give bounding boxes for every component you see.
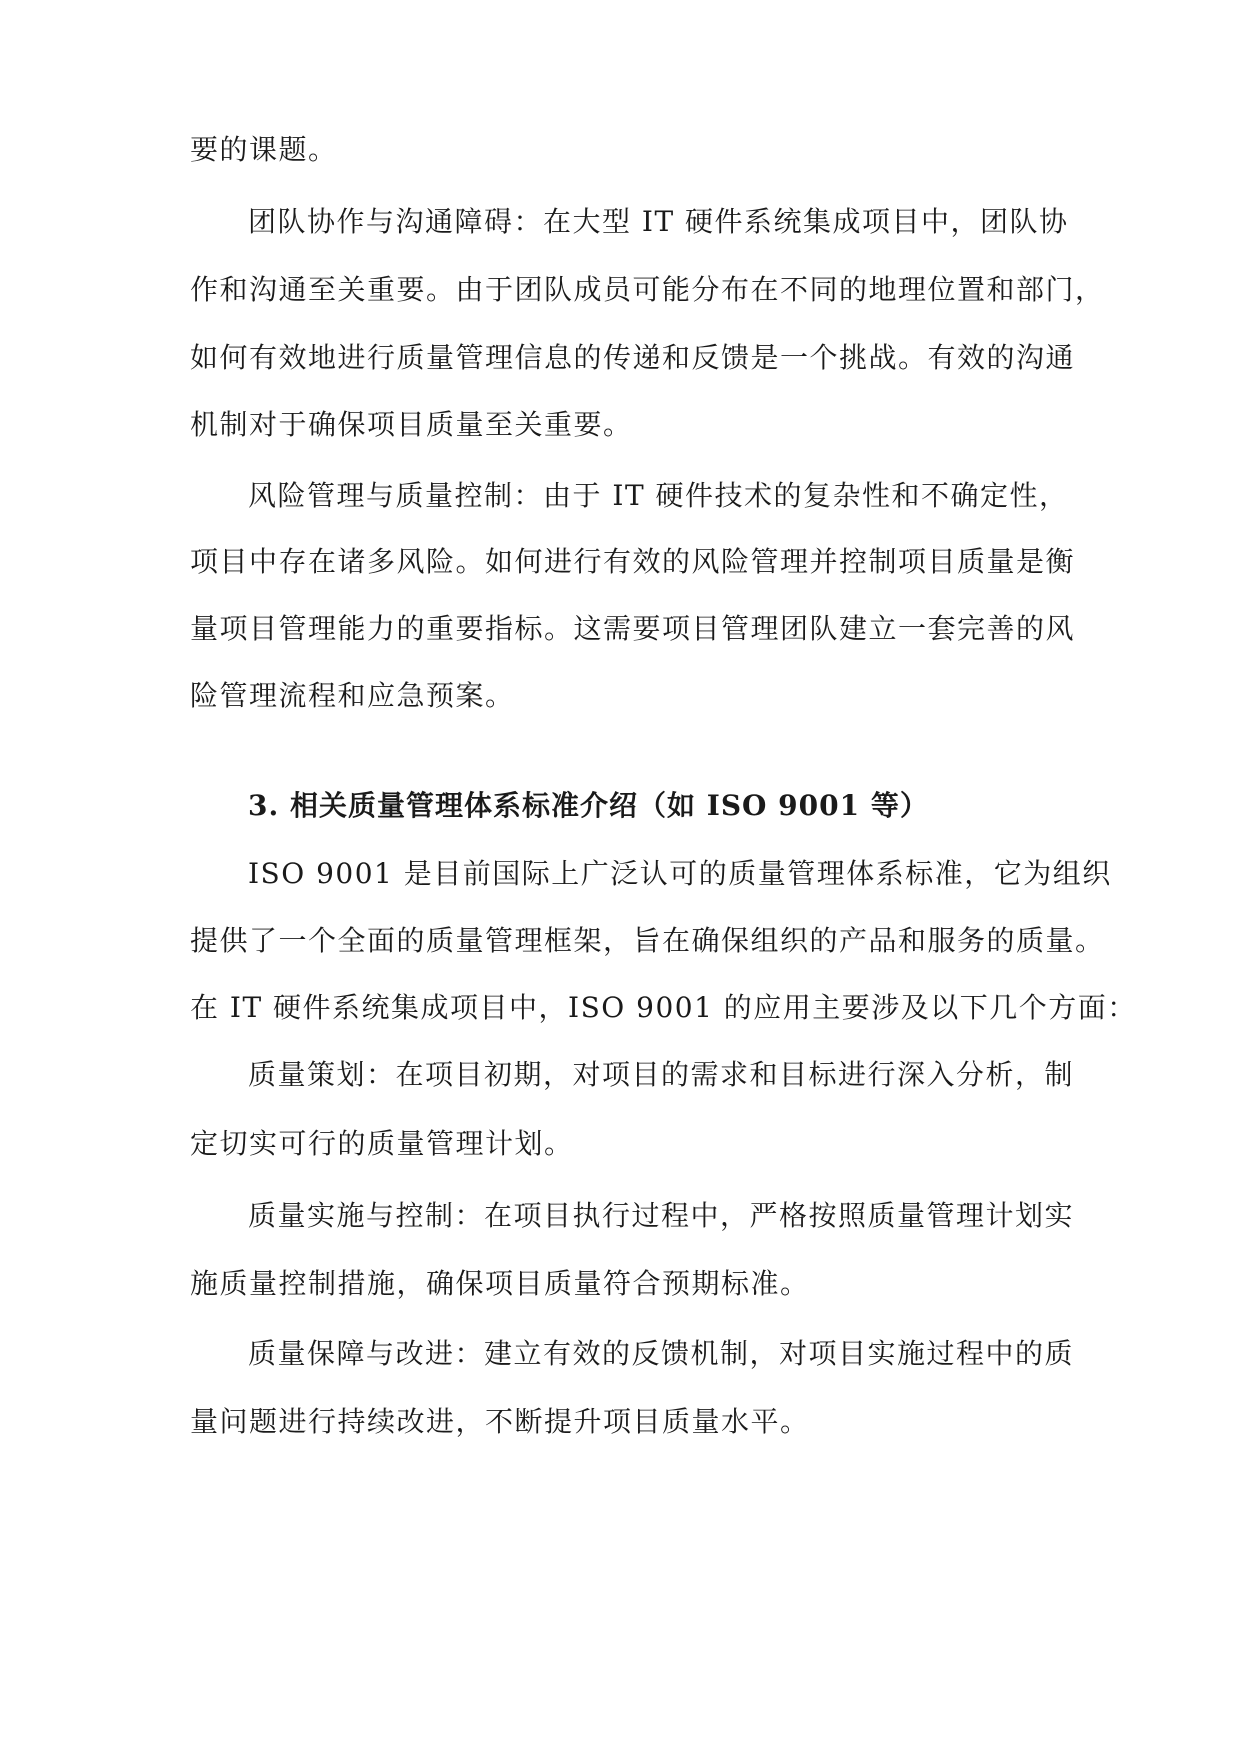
paragraph-line: 质量保障与改进：建立有效的反馈机制，对项目实施过程中的质 [248, 1337, 1075, 1370]
paragraph-line: 团队协作与沟通障碍：在大型 IT 硬件系统集成项目中，团队协 [248, 205, 1069, 238]
paragraph-line: ISO 9001 是目前国际上广泛认可的质量管理体系标准，它为组织 [248, 857, 1112, 890]
paragraph-line: 质量实施与控制：在项目执行过程中，严格按照质量管理计划实 [248, 1199, 1075, 1232]
paragraph-line: 如何有效地进行质量管理信息的传递和反馈是一个挑战。有效的沟通 [190, 341, 1076, 374]
paragraph-line: 提供了一个全面的质量管理框架，旨在确保组织的产品和服务的质量。 [190, 924, 1105, 957]
paragraph-line: 要的课题。 [190, 133, 338, 166]
paragraph-line: 在 IT 硬件系统集成项目中，ISO 9001 的应用主要涉及以下几个方面： [190, 991, 1137, 1024]
paragraph-line: 机制对于确保项目质量至关重要。 [190, 408, 633, 441]
paragraph-line: 施质量控制措施，确保项目质量符合预期标准。 [190, 1267, 810, 1300]
paragraph-line: 险管理流程和应急预案。 [190, 679, 515, 712]
paragraph-line: 质量策划：在项目初期，对项目的需求和目标进行深入分析，制 [248, 1058, 1075, 1091]
paragraph-line: 定切实可行的质量管理计划。 [190, 1127, 574, 1160]
paragraph-line: 项目中存在诸多风险。如何进行有效的风险管理并控制项目质量是衡 [190, 545, 1076, 578]
paragraph-line: 风险管理与质量控制：由于 IT 硬件技术的复杂性和不确定性， [248, 479, 1069, 512]
paragraph-line: 量问题进行持续改进，不断提升项目质量水平。 [190, 1405, 810, 1438]
section-heading: 3. 相关质量管理体系标准介绍（如 ISO 9001 等） [248, 789, 929, 822]
paragraph-line: 作和沟通至关重要。由于团队成员可能分布在不同的地理位置和部门， [190, 273, 1105, 306]
paragraph-line: 量项目管理能力的重要指标。这需要项目管理团队建立一套完善的风 [190, 612, 1076, 645]
